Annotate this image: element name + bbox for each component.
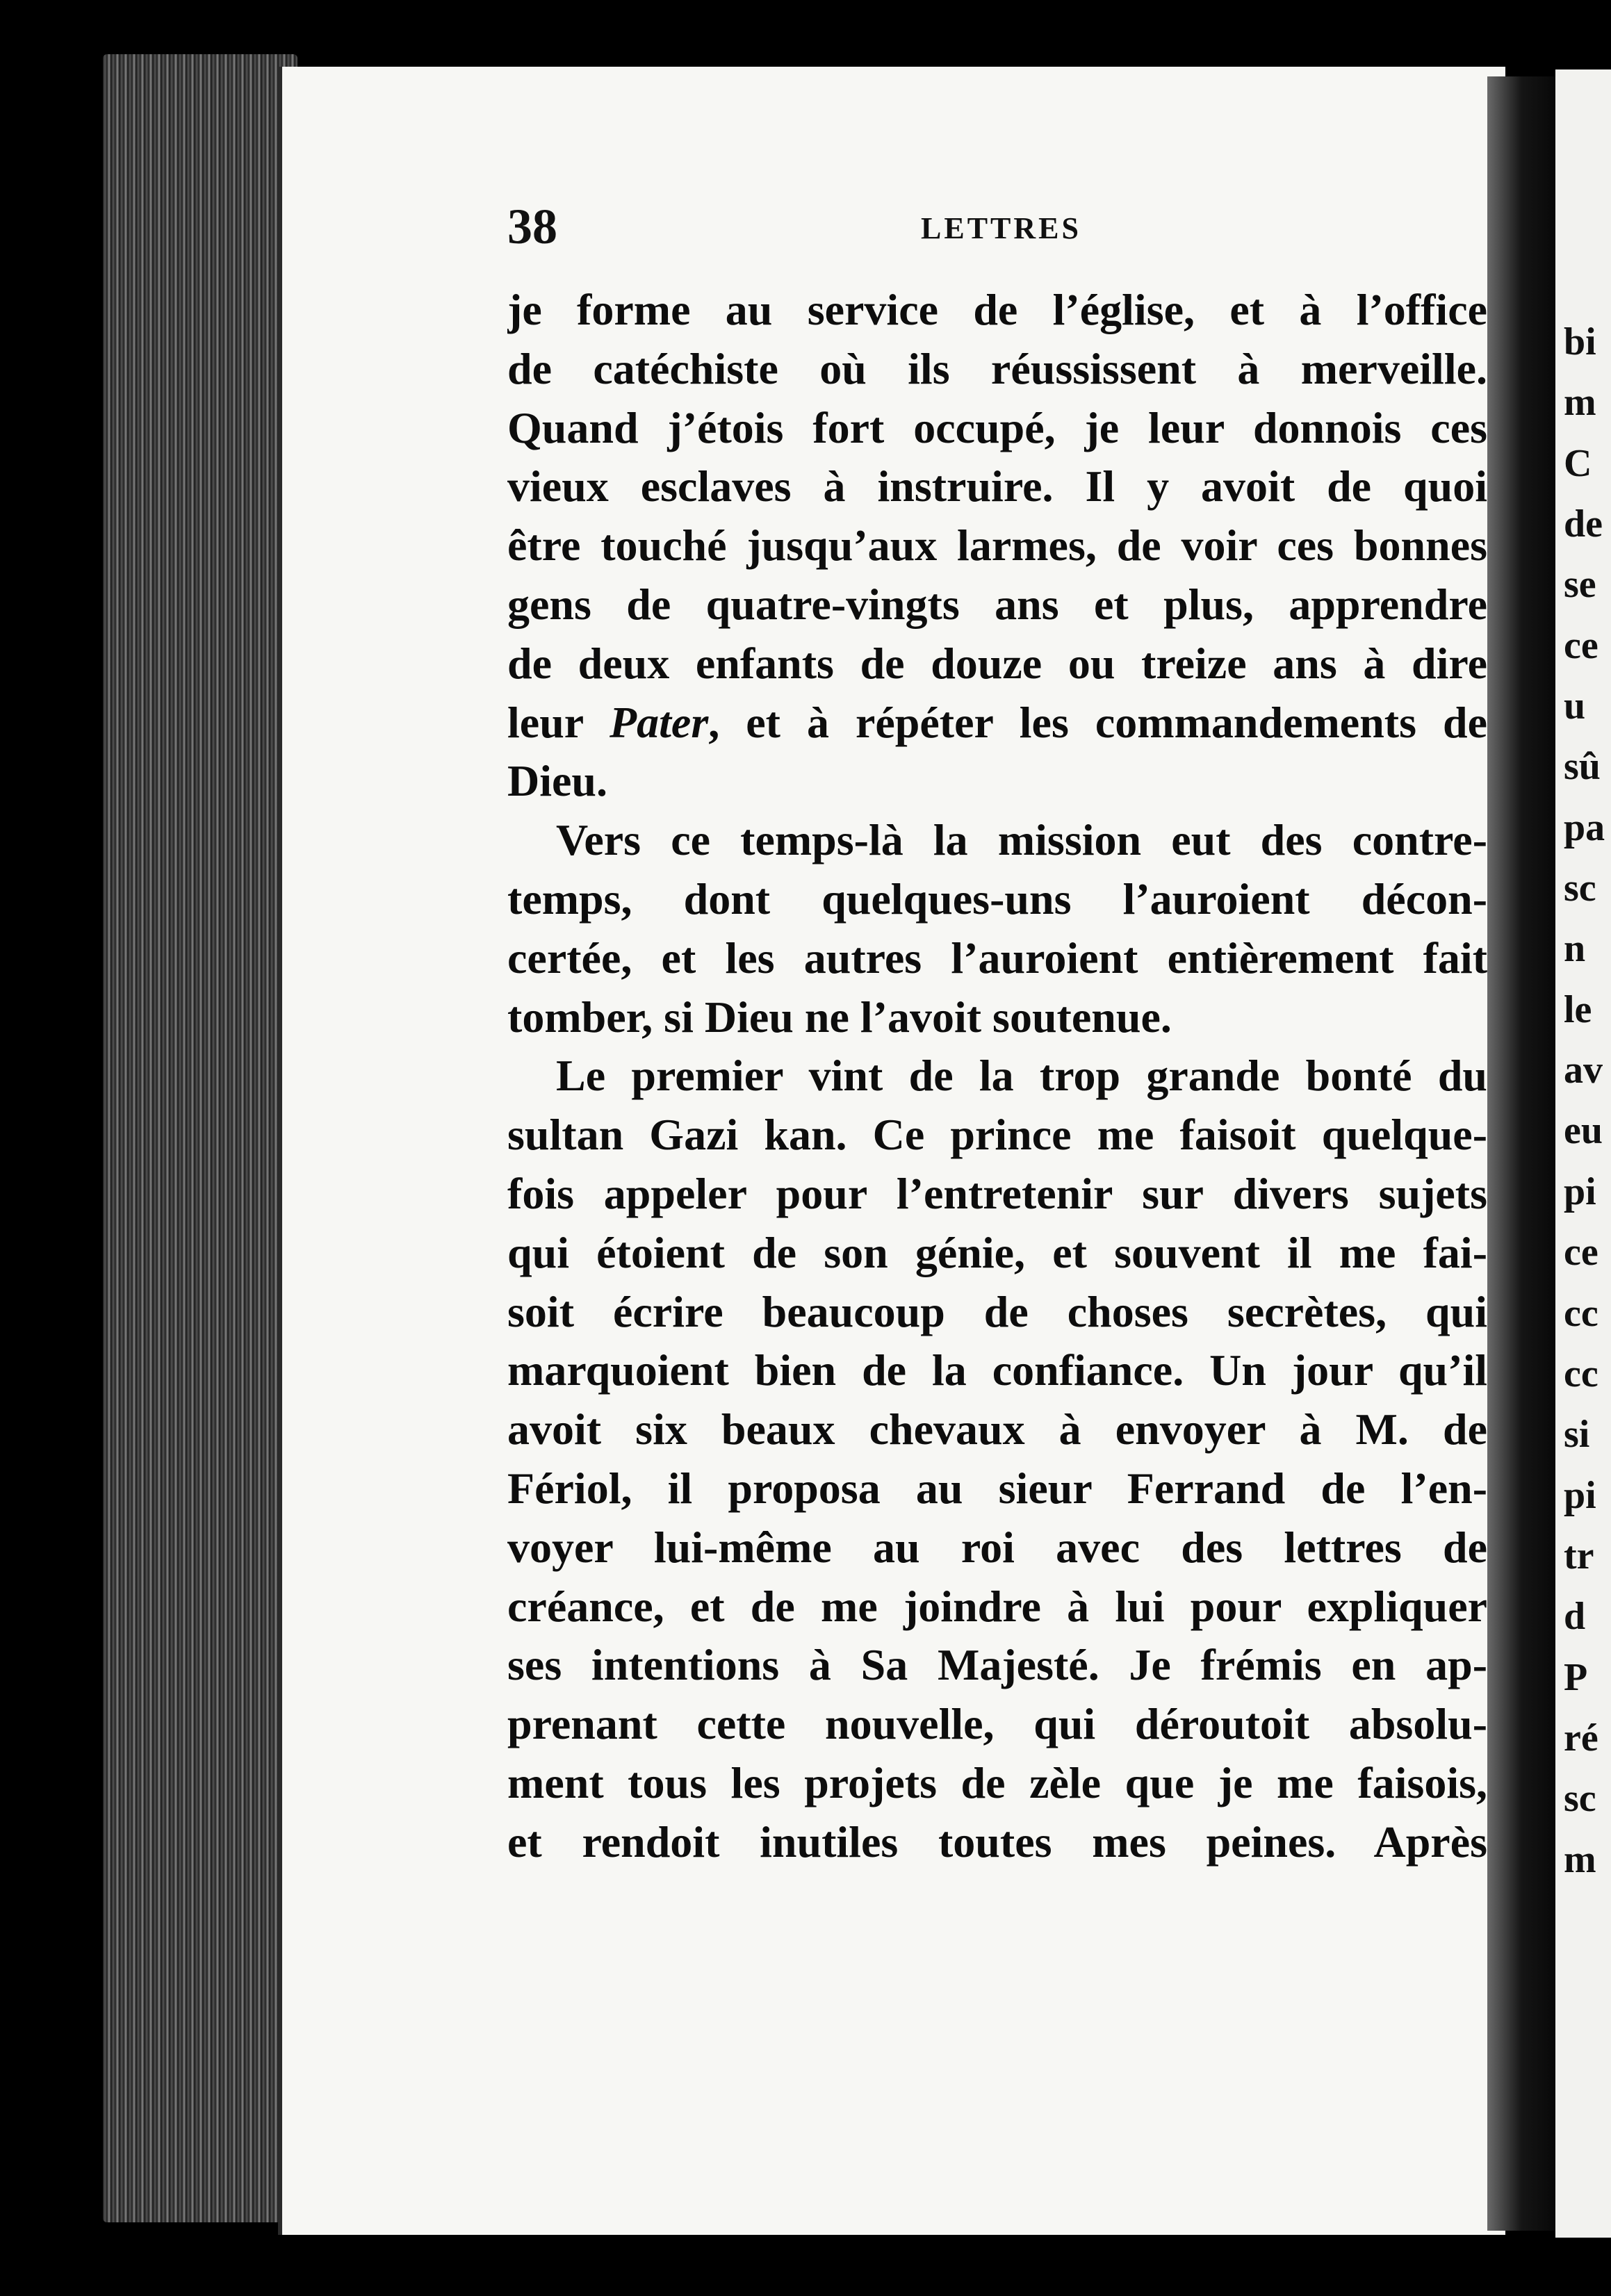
facing-page-fragment: ce: [1564, 1231, 1598, 1274]
text-line: vieux esclaves à instruire. Il y avoit de quoi: [507, 461, 1487, 511]
text-line: leur Pater, et à répéter les commandements de: [507, 697, 1487, 747]
text-line: de deux enfants de douze ou treize ans à dire: [507, 638, 1487, 688]
facing-page-fragment: cc: [1564, 1352, 1598, 1395]
text-line: fois appeler pour l’entretenir sur divers sujets: [507, 1168, 1487, 1218]
facing-page-fragment: pi: [1564, 1170, 1596, 1213]
facing-page-fragment: pi: [1564, 1473, 1596, 1517]
text-line: voyer lui-même au roi avec des lettres de: [507, 1522, 1487, 1572]
facing-page-fragment: sû: [1564, 745, 1601, 789]
facing-page-fragment: si: [1564, 1413, 1590, 1457]
running-head: LETTRES: [921, 211, 1081, 245]
text-line: ment tous les projets de zèle que je me faisois,: [507, 1757, 1487, 1807]
facing-page-fragment: av: [1564, 1049, 1603, 1092]
text-line: Quand j’étois fort occupé, je leur donnois ces: [507, 402, 1487, 452]
text-line: Vers ce temps-là la mission eut des contre-: [556, 815, 1487, 865]
facing-page-fragment: m: [1564, 1837, 1596, 1881]
text-line: Fériol, il proposa au sieur Ferrand de l’en-: [507, 1463, 1487, 1513]
facing-page-fragment: sc: [1564, 1777, 1596, 1821]
facing-page-fragment: ré: [1564, 1716, 1598, 1760]
text-line: et rendoit inutiles toutes mes peines. Après: [507, 1817, 1487, 1867]
text-line: temps, dont quelques-uns l’auroient décon-: [507, 874, 1487, 924]
book-edge: [103, 54, 297, 2222]
body-text: [507, 281, 1487, 1872]
facing-page-fragment: eu: [1564, 1109, 1603, 1153]
text-line: sultan Gazi kan. Ce prince me faisoit quelque-: [507, 1110, 1487, 1160]
text-line: créance, et de me joindre à lui pour expliquer: [507, 1581, 1487, 1631]
facing-page-fragment: cc: [1564, 1291, 1598, 1335]
italic-word: Pater: [610, 697, 709, 747]
facing-page-fragment: d: [1564, 1595, 1586, 1639]
facing-page-fragment: bi: [1564, 320, 1596, 363]
text-line: certée, et les autres l’auroient entièrement fait: [507, 933, 1487, 983]
text-line: gens de quatre-vingts ans et plus, apprendre: [507, 579, 1487, 629]
facing-page-fragment: u: [1564, 684, 1586, 728]
text-line: prenant cette nouvelle, qui déroutoit absolu-: [507, 1699, 1487, 1749]
text-line: ses intentions à Sa Majesté. Je frémis en ap-: [507, 1640, 1487, 1690]
text-line: je forme au service de l’église, et à l’office: [507, 285, 1487, 334]
facing-page-fragment: pa: [1564, 805, 1605, 849]
text-line: qui étoient de son génie, et souvent il me fai-: [507, 1227, 1487, 1277]
page-number: 38: [507, 199, 557, 254]
facing-page-fragment: sc: [1564, 867, 1596, 910]
facing-page-fragment: le: [1564, 987, 1592, 1031]
page-header: [507, 198, 1487, 261]
facing-page-fragment: C: [1564, 441, 1592, 485]
facing-page-fragment: de: [1564, 502, 1603, 546]
text-line: tomber, si Dieu ne l’avoit soutenue.: [507, 992, 1172, 1042]
text-line: marquoient bien de la confiance. Un jour qu’il: [507, 1345, 1487, 1395]
facing-page-edge: [1555, 69, 1611, 2238]
facing-page-fragment: se: [1564, 563, 1596, 607]
facing-page-fragment: P: [1564, 1655, 1588, 1699]
facing-page-fragment: n: [1564, 927, 1586, 971]
facing-page-fragment: m: [1564, 381, 1596, 425]
text-line: de catéchiste où ils réussissent à merveille.: [507, 343, 1487, 393]
text-line: avoit six beaux chevaux à envoyer à M. de: [507, 1404, 1487, 1454]
text-line: soit écrire beaucoup de choses secrètes, qui: [507, 1286, 1487, 1336]
facing-page-fragment: ce: [1564, 623, 1598, 667]
text-line: Dieu.: [507, 756, 607, 806]
text-line: Le premier vint de la trop grande bonté du: [556, 1051, 1487, 1101]
book-gutter: [1487, 76, 1564, 2231]
facing-page-fragment: tr: [1564, 1534, 1594, 1577]
text-line: être touché jusqu’aux larmes, de voir ces bonnes: [507, 520, 1487, 571]
